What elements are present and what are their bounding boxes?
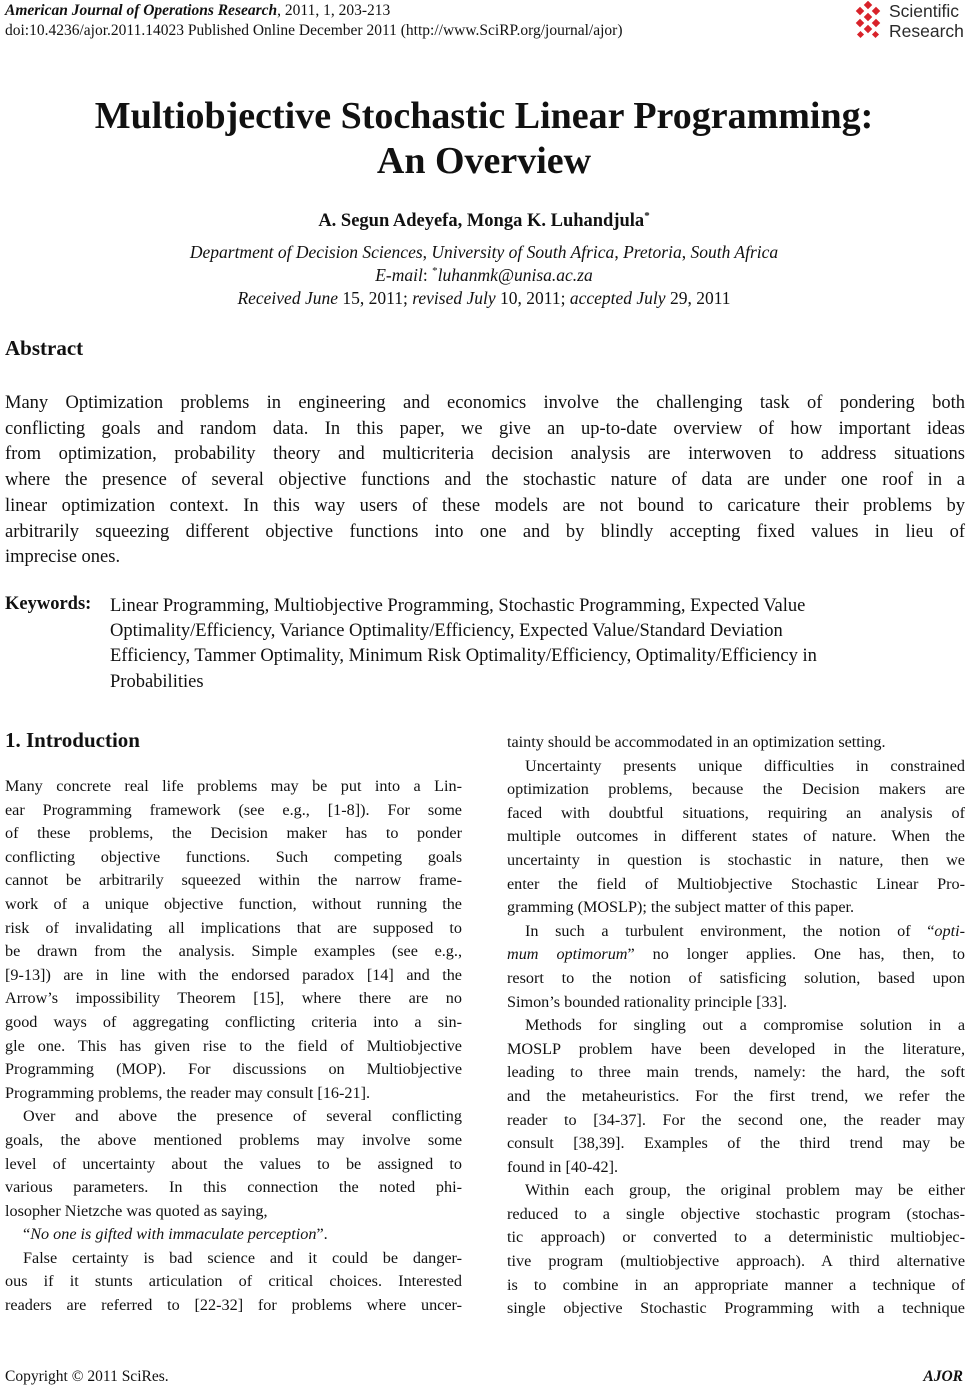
text-line: tive program (multiobjective approach). A third alternative [507, 1252, 965, 1271]
affiliation-dept: Department of Decision Sciences [189, 242, 423, 262]
abstract-line: imprecise ones. [5, 547, 121, 568]
keywords-line: Efficiency, Tammer Optimality, Minimum Risk Optimality/Efficiency, Optimality/Efficiency in [110, 646, 817, 667]
abstract-line: arbitrarily squeezing different objective functions into one and by blindly accepting fixed values in lieu of [5, 521, 965, 542]
doi-line: doi:10.4236/ajor.2011.14023 Published Online December 2011 (http://www.SciRP.org/journal/ajor) [5, 22, 623, 39]
text-line: consult [38,39]. Examples of the third trend may be [507, 1134, 965, 1153]
keywords-line: Probabilities [110, 671, 204, 692]
text-line: single objective Stochastic Programming with a technique [507, 1299, 965, 1318]
text-line: is to combine in an appropriate manner a technique of [507, 1275, 965, 1294]
keywords-line: Linear Programming, Multiobjective Programming, Stochastic Programming, Expected Value [110, 596, 806, 616]
text-line: Within each group, the original problem may be either [525, 1181, 965, 1200]
abstract-body [5, 391, 965, 571]
text-line: Programming (MOP). For discussions on Multiobjective [5, 1060, 462, 1079]
abstract-line: from optimization, probability theory and multicriteria decision analysis are interwoven to address situations [5, 444, 965, 465]
journal-details: , 2011, 1, 203-213 [277, 2, 391, 19]
affiliation: Department of Decision Sciences, University of South Africa, Pretoria, South Africa [189, 242, 779, 262]
journal-name: American Journal of Operations Research [5, 2, 278, 19]
text-line: Simon’s bounded rationality principle [33]. [507, 992, 788, 1011]
text-line: Arrow’s impossibility Theorem [15], where there are no [5, 989, 462, 1008]
abstract-line: linear optimization context. In this way users of these models are not bound to caricature their problems by [5, 495, 965, 516]
text-line: reader to [34-37]. For the second one, the reader may [507, 1110, 965, 1129]
quote-line: “No one is gifted with immaculate perception”. [23, 1225, 328, 1244]
logo-line-2: Research [889, 21, 964, 41]
email-label: E-mail [375, 265, 423, 285]
text-line: Over and above the presence of several conflicting [23, 1107, 462, 1126]
text-line: uncertainty in question is stochastic in nature, then we [507, 850, 965, 869]
logo-line-1: Scientific [889, 1, 960, 21]
text-line: readers are referred to [22-32] for problems where uncer- [5, 1296, 462, 1315]
text-line: mum optimorum” no longer applies. One has, then, to [507, 945, 965, 964]
keywords-line: Optimality/Efficiency, Variance Optimality/Efficiency, Expected Value/Standard Deviation [110, 621, 783, 642]
text-line: ear Programming framework (see e.g., [1-8]). For some [5, 800, 462, 819]
keywords-list [110, 594, 968, 695]
text-line: level of uncertainty about the values to be assigned to [5, 1154, 462, 1173]
copyright: Copyright © 2011 SciRes. [5, 1368, 169, 1385]
paper-title-line-1: Multiobjective Stochastic Linear Programming: [94, 95, 874, 137]
text-line: work of a unique objective function, without running the [5, 894, 462, 913]
text-line: ous if it stunts articulation of critical choices. Interested [5, 1272, 462, 1291]
corresponding-mark: * [644, 210, 650, 222]
text-line: MOSLP problem have been developed in the literature, [507, 1039, 965, 1058]
keywords-label: Keywords: [5, 594, 92, 614]
text-line: tainty should be accommodated in an optimization setting. [507, 733, 886, 751]
quote-text: No one is gifted with immaculate perception [30, 1225, 317, 1244]
abstract-line: where the presence of several objective functions and the stochastic nature of data are under one roof in a [5, 470, 965, 491]
abstract-line: conflicting goals and random data. In this paper, we give an up-to-date overview of how important ideas [5, 418, 965, 439]
text-line: resort to the notion of satisficing solution, based upon [507, 968, 965, 987]
received-label: Received June [237, 288, 338, 308]
text-line: found in [40-42]. [507, 1157, 619, 1176]
accepted-date: 29, 2011 [665, 288, 731, 308]
text-line: Programming problems, the reader may consult [16-21]. [5, 1083, 371, 1102]
text-line: optimization problems, because the Decision makers are [507, 780, 965, 799]
text-line: various parameters. In this connection the noted phi- [5, 1178, 462, 1197]
abstract-heading: Abstract [5, 336, 84, 360]
text-line: [9-13]) are in line with the endorsed paradox [14] and the [5, 965, 462, 984]
right-column [507, 731, 965, 1321]
text-line: tic approach) or converted to a deterministic multiobjec- [507, 1228, 965, 1247]
section-heading-introduction: 1. Introduction [5, 728, 140, 752]
journal-header [5, 2, 390, 20]
text-line: faced with doubtful situations, requiring an analysis of [507, 803, 965, 822]
authors [0, 210, 968, 232]
revised-label: revised July [412, 288, 496, 308]
text-line: cannot be arbitrarily squeezed within the narrow frame- [5, 871, 462, 890]
text-line: multiple outcomes in different states of nature. When the [507, 827, 965, 846]
text-line: leading to three main trends, namely: the hard, the soft [507, 1063, 965, 1082]
text-line: In such a turbulent environment, the notion of “opti- [525, 921, 965, 940]
text-line: Methods for singling out a compromise solution in a [525, 1016, 965, 1035]
affiliation-country: South Africa [690, 242, 779, 262]
text-line: and the metaheuristics. For the first trend, we refer the [507, 1086, 965, 1105]
text-line: losopher Nietzche was quoted as saying, [5, 1201, 268, 1220]
affiliation-city: Pretoria [623, 242, 682, 262]
text-line: enter the field of Multiobjective Stochastic Linear Pro- [507, 874, 965, 893]
text-line: of these problems, the Decision maker has to ponder [5, 824, 462, 843]
publisher-logo-text [889, 1, 964, 41]
abstract-line: Many Optimization problems in engineering and economics involve the challenging task of pondering both [5, 393, 965, 413]
text-line: good ways of aggregating conflicting criteria into a sin- [5, 1012, 462, 1031]
received-date: 15, 2011; [338, 288, 413, 308]
revised-date: 10, 2011; [495, 288, 570, 308]
affiliation-univ: University of South Africa [431, 242, 615, 262]
text-line: Many concrete real life problems may be put into a Lin- [5, 777, 462, 795]
text-line: Uncertainty presents unique difficulties in constrained [525, 756, 965, 775]
text-line: gramming (MOSLP); the subject matter of this paper. [507, 898, 855, 917]
paper-title-line-2: An Overview [376, 140, 592, 182]
dates-line [0, 288, 968, 309]
journal-abbreviation: AJOR [923, 1368, 963, 1385]
publisher-logo [851, 1, 968, 43]
text-line: goals, the above mentioned problems may involve some [5, 1130, 462, 1149]
text-line: be drawn from the analysis. Simple examples (see e.g., [5, 942, 462, 961]
publisher-logo-icon [851, 1, 887, 43]
text-line: conflicting objective functions. Such competing goals [5, 847, 462, 866]
text-line: reduced to a single objective stochastic program (stochas- [507, 1204, 965, 1223]
email-address: luhanmk@unisa.ac.za [437, 265, 593, 285]
author-names: A. Segun Adeyefa, Monga K. Luhandjula [318, 211, 645, 232]
accepted-label: accepted July [569, 288, 666, 308]
left-column [5, 775, 462, 1318]
text-line: False certainty is bad science and it could be danger- [23, 1248, 462, 1267]
email-line: E-mail: *luhanmk@unisa.ac.za [375, 265, 593, 285]
text-line: risk of invalidating all implications that are supposed to [5, 918, 462, 937]
text-line: gle one. This has given rise to the field of Multiobjective [5, 1036, 462, 1055]
